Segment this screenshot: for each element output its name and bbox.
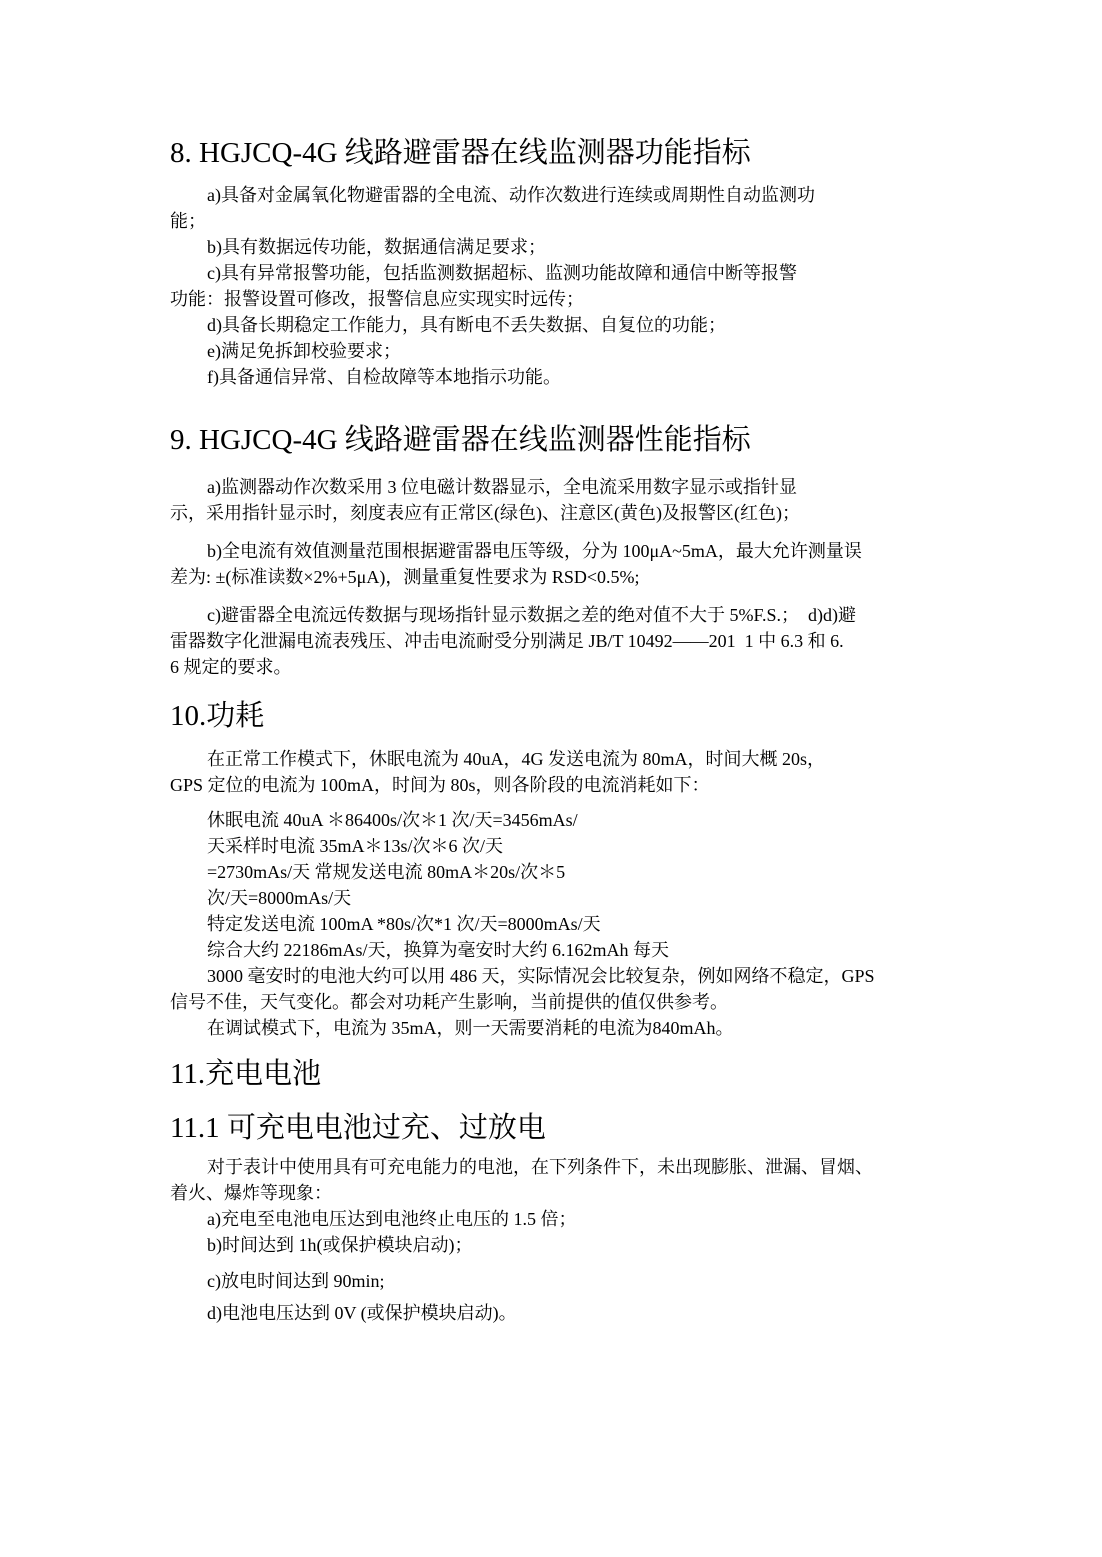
s11-intro-line1: 对于表计中使用具有可充电能力的电池，在下列条件下，未出现膨胀、泄漏、冒烟、	[207, 1157, 873, 1177]
s10-intro-line1: 在正常工作模式下，休眠电流为 40uA，4G 发送电流为 80mA，时间大概 20s，	[207, 749, 826, 769]
s9-item-a-line1: a)监测器动作次数采用 3 位电磁计数器显示，全电流采用数字显示或指针显	[207, 477, 797, 497]
section-9-heading: 9. HGJCQ-4G 线路避雷器在线监测器性能指标	[170, 424, 751, 456]
s11-intro-line2: 着火、爆炸等现象：	[170, 1183, 332, 1203]
s10-calc-line3: =2730mAs/天 常规发送电流 80mA＊20s/次＊5	[207, 862, 566, 882]
s9-item-b-line2: 差为: ±(标准读数×2%+5μA)，测量重复性要求为 RSD<0.5%;	[170, 567, 640, 587]
s8-item-c-line2: 功能：报警设置可修改，报警信息应实现实时远传；	[170, 289, 584, 309]
s8-item-e: e)满足免拆卸校验要求；	[207, 341, 401, 361]
s8-item-a-line1: a)具备对金属氧化物避雷器的全电流、动作次数进行连续或周期性自动监测功	[207, 185, 815, 205]
section-11-1-heading: 11.1 可充电电池过充、过放电	[170, 1112, 546, 1144]
s8-item-b: b)具有数据远传功能，数据通信满足要求；	[207, 237, 546, 257]
s11-item-d: d)电池电压达到 0V (或保护模块启动)。	[207, 1303, 517, 1323]
s11-item-c: c)放电时间达到 90min;	[207, 1271, 385, 1291]
section-10-heading: 10.功耗	[170, 700, 265, 732]
s11-item-b: b)时间达到 1h(或保护模块启动)；	[207, 1235, 473, 1255]
s9-item-c-line2: 雷器数字化泄漏电流表残压、冲击电流耐受分别满足 JB/T 10492——201 1 中 6.3 和 6.	[170, 631, 844, 651]
s8-item-d: d)具备长期稳定工作能力，具有断电不丢失数据、自复位的功能；	[207, 315, 726, 335]
s8-item-c-line1: c)具有异常报警功能，包括监测数据超标、监测功能故障和通信中断等报警	[207, 263, 797, 283]
s8-item-a-line2: 能；	[170, 211, 206, 231]
s10-calc-line2: 天采样时电流 35mA＊13s/次＊6 次/天	[207, 836, 504, 856]
s10-calc-line1: 休眠电流 40uA ＊86400s/次＊1 次/天=3456mAs/	[207, 810, 578, 830]
s9-item-c-line1: c)避雷器全电流远传数据与现场指针显示数据之差的绝对值不大于 5%F.S.； d)d)避	[207, 605, 857, 625]
page-content	[170, 133, 1050, 1326]
section-8-heading: 8. HGJCQ-4G 线路避雷器在线监测器功能指标	[170, 137, 751, 169]
s9-item-b-line1: b)全电流有效值测量范围根据避雷器电压等级，分为 100μA~5mA，最大允许测量误	[207, 541, 862, 561]
s10-calc-line6: 综合大约 22186mAs/天，换算为毫安时大约 6.162mAh 每天	[207, 940, 670, 960]
s10-calc-line4: 次/天=8000mAs/天	[207, 888, 352, 908]
s10-battery-line1: 3000 毫安时的电池大约可以用 486 天，实际情况会比较复杂，例如网络不稳定，GPS	[207, 966, 875, 986]
s10-calc-line5: 特定发送电流 100mA *80s/次*1 次/天=8000mAs/天	[207, 914, 601, 934]
s9-item-a-line2: 示，采用指针显示时，刻度表应有正常区(绿色)、注意区(黄色)及报警区(红色)；	[170, 503, 800, 523]
s10-battery-line2: 信号不佳，天气变化。都会对功耗产生影响，当前提供的值仅供参考。	[170, 992, 728, 1012]
s10-debug-line: 在调试模式下，电流为 35mA，则一天需要消耗的电流为840mAh。	[207, 1018, 734, 1038]
section-11-heading: 11.充电电池	[170, 1058, 322, 1090]
s8-item-f: f)具备通信异常、自检故障等本地指示功能。	[207, 367, 561, 387]
s9-item-c-line3: 6 规定的要求。	[170, 657, 292, 677]
s11-item-a: a)充电至电池电压达到电池终止电压的 1.5 倍；	[207, 1209, 577, 1229]
s10-intro-line2: GPS 定位的电流为 100mA，时间为 80s，则各阶段的电流消耗如下：	[170, 775, 710, 795]
